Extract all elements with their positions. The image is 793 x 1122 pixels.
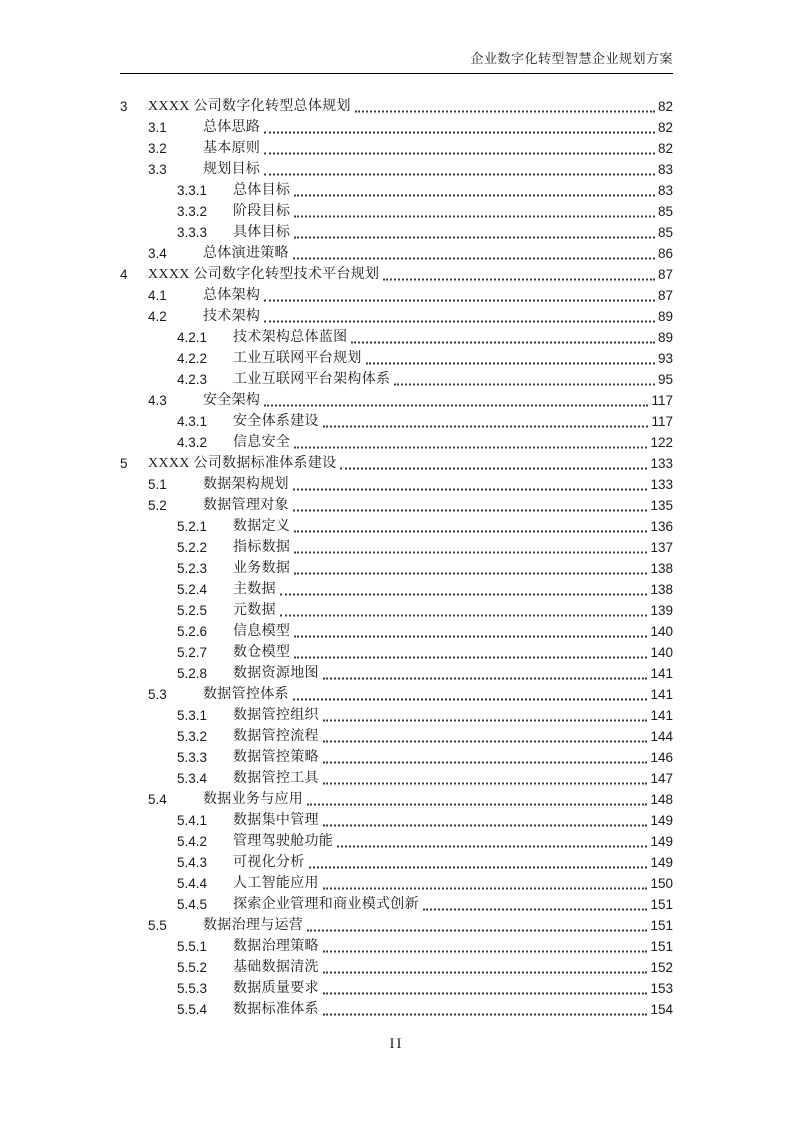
dotted-leader [309, 848, 648, 869]
toc-entry-title: 总体演进策略 [203, 246, 289, 261]
toc-entry-title: 安全架构 [203, 393, 261, 408]
toc-entry-page: 133 [650, 477, 673, 492]
toc-entry-title: XXXX 公司数据标准体系建设 [148, 456, 337, 471]
toc-entry-number: 4.2.3 [177, 372, 208, 387]
toc-entry-page: 135 [650, 498, 673, 513]
toc-entry-title: 数据架构规划 [203, 477, 289, 492]
toc-entry-page: 85 [657, 225, 673, 240]
toc-entry-page: 137 [650, 540, 673, 555]
toc-entry-page: 95 [657, 372, 673, 387]
toc-entry-number: 5.5.4 [177, 1002, 208, 1017]
toc-entry-number: 3.1 [148, 120, 167, 135]
dotted-leader [323, 974, 648, 995]
toc-entry-page: 141 [650, 666, 673, 681]
page-footer [0, 1036, 793, 1053]
toc-entry-title: 技术架构总体蓝图 [233, 330, 348, 345]
toc-entry-page: 150 [650, 876, 673, 891]
toc-entry-number: 4.3.1 [177, 414, 208, 429]
toc-entry-page: 138 [650, 582, 673, 597]
dotted-leader [294, 638, 647, 659]
toc-entry-title: 可视化分析 [233, 855, 305, 870]
toc-entry-title: 数据管控流程 [233, 729, 319, 744]
toc-entry-page: 151 [650, 897, 673, 912]
dotted-leader [323, 806, 648, 827]
toc-entry-title: 具体目标 [233, 225, 291, 240]
dotted-leader [294, 512, 647, 533]
toc-entry-number: 3.3.1 [177, 183, 208, 198]
toc-entry-number: 4.2.2 [177, 351, 208, 366]
toc-entry-page: 149 [650, 813, 673, 828]
toc-entry-page: 87 [657, 288, 673, 303]
toc-entry-number: 5.5.1 [177, 939, 208, 954]
toc-entry-title: 数据管控策略 [233, 750, 319, 765]
toc-entry-number: 5.3 [148, 687, 167, 702]
toc-entry-number: 5.2.5 [177, 603, 208, 618]
dotted-leader [394, 365, 655, 386]
toc-entry-page: 151 [650, 918, 673, 933]
toc-entry-page: 154 [650, 1002, 673, 1017]
header-title: 企业数字化转型智慧企业规划方案 [470, 51, 673, 66]
dotted-leader [323, 722, 648, 743]
toc-entry-number: 5.4.4 [177, 876, 208, 891]
dotted-leader [323, 869, 648, 890]
toc-entry-number: 5.5.3 [177, 981, 208, 996]
toc-entry-title: 阶段目标 [233, 204, 291, 219]
toc-entry-page: 151 [650, 939, 673, 954]
toc-entry-page: 149 [650, 834, 673, 849]
toc-entry-title: 数据管理对象 [203, 498, 289, 513]
dotted-leader [351, 323, 655, 344]
toc-entry-title: 信息模型 [233, 624, 291, 639]
dotted-leader [264, 281, 655, 302]
toc-entry-title: 数据标准体系 [233, 1002, 319, 1017]
dotted-leader [337, 827, 647, 848]
dotted-leader [294, 218, 655, 239]
toc-entry-number: 3.3.2 [177, 204, 208, 219]
toc-entry-number: 4 [120, 267, 128, 282]
toc-entry-title: XXXX 公司数字化转型技术平台规划 [148, 267, 380, 282]
dotted-leader [294, 428, 647, 449]
toc-entry-page: 136 [650, 519, 673, 534]
toc-entry-page: 82 [657, 141, 673, 156]
dotted-leader [323, 932, 648, 953]
toc-entry-title: 数据管控工具 [233, 771, 319, 786]
toc-entry-number: 5.5 [148, 918, 167, 933]
toc-entry-number: 3.3.3 [177, 225, 208, 240]
toc-entry-title: 数仓模型 [233, 645, 291, 660]
toc-entry-page: 153 [650, 981, 673, 996]
toc-entry-number: 3 [120, 99, 128, 114]
toc-entry-number: 5.5.2 [177, 960, 208, 975]
toc-entry-title: 业务数据 [233, 561, 291, 576]
toc-entry-number: 4.3 [148, 393, 167, 408]
toc-entry[interactable] [120, 999, 673, 1020]
toc-entry-title: 数据管控组织 [233, 708, 319, 723]
dotted-leader [294, 197, 655, 218]
footer-page-number: II [389, 1036, 404, 1052]
toc-entry-title: 数据集中管理 [233, 813, 319, 828]
dotted-leader [293, 491, 648, 512]
dotted-leader [264, 134, 655, 155]
toc-entry-page: 93 [657, 351, 673, 366]
toc-entry-title: 管理驾驶舱功能 [233, 834, 334, 849]
page-header [120, 50, 673, 74]
toc-entry-page: 141 [650, 708, 673, 723]
toc-entry-title: 规划目标 [203, 162, 261, 177]
toc-entry-number: 5.2.4 [177, 582, 208, 597]
toc-entry-number: 3.3 [148, 162, 167, 177]
dotted-leader [294, 554, 647, 575]
toc-entry-number: 5.3.3 [177, 750, 208, 765]
toc-entry-page: 140 [650, 624, 673, 639]
toc-entry-title: 总体目标 [233, 183, 291, 198]
toc-entry-title: 总体思路 [203, 120, 261, 135]
toc-entry-page: 82 [657, 99, 673, 114]
toc-entry-page: 139 [650, 603, 673, 618]
toc-entry-title: 数据资源地图 [233, 666, 319, 681]
toc-entry-number: 5.2.8 [177, 666, 208, 681]
toc-entry-number: 4.2 [148, 309, 167, 324]
dotted-leader [323, 995, 648, 1016]
dotted-leader [340, 449, 647, 470]
toc-entry-title: 基础数据清洗 [233, 960, 319, 975]
dotted-leader [323, 701, 648, 722]
toc-entry-title: 元数据 [233, 603, 276, 618]
dotted-leader [323, 659, 648, 680]
toc-entry-page: 86 [657, 246, 673, 261]
toc-entry-number: 5.2.6 [177, 624, 208, 639]
toc-entry-number: 5 [120, 456, 128, 471]
toc-entry-page: 141 [650, 687, 673, 702]
dotted-leader [307, 911, 647, 932]
toc-entry-page: 82 [657, 120, 673, 135]
dotted-leader [280, 575, 648, 596]
toc-entry-title: 人工智能应用 [233, 876, 319, 891]
toc-entry-title: 基本原则 [203, 141, 261, 156]
toc-entry-page: 83 [657, 162, 673, 177]
toc-entry-number: 3.4 [148, 246, 167, 261]
dotted-leader [264, 113, 655, 134]
toc-entry-page: 149 [650, 855, 673, 870]
toc-entry-page: 89 [657, 309, 673, 324]
toc-entry-number: 5.2.7 [177, 645, 208, 660]
toc-entry-title: 工业互联网平台架构体系 [233, 372, 391, 387]
dotted-leader [294, 176, 655, 197]
toc-entry-title: 数据治理与运营 [203, 918, 304, 933]
toc-entry-page: 122 [650, 435, 673, 450]
dotted-leader [307, 785, 647, 806]
toc-entry-title: 安全体系建设 [233, 414, 319, 429]
toc-entry-title: 数据管控体系 [203, 687, 289, 702]
dotted-leader [280, 596, 648, 617]
dotted-leader [264, 155, 655, 176]
dotted-leader [294, 617, 647, 638]
toc-entry-number: 5.2 [148, 498, 167, 513]
toc-entry-title: 数据治理策略 [233, 939, 319, 954]
toc-entry-title: 数据业务与应用 [203, 792, 304, 807]
dotted-leader [323, 743, 648, 764]
toc-entry-number: 5.2.1 [177, 519, 208, 534]
toc-entry-title: 探索企业管理和商业模式创新 [233, 897, 419, 912]
toc-entry-number: 4.2.1 [177, 330, 208, 345]
toc-entry-number: 4.1 [148, 288, 167, 303]
toc-entry-number: 5.3.1 [177, 708, 208, 723]
toc-list [120, 96, 673, 1020]
toc-entry-number: 5.1 [148, 477, 167, 492]
dotted-leader [383, 260, 655, 281]
toc-entry-page: 89 [657, 330, 673, 345]
toc-entry-page: 117 [651, 414, 673, 429]
toc-entry-page: 83 [657, 183, 673, 198]
toc-entry-number: 5.3.4 [177, 771, 208, 786]
dotted-leader [293, 239, 655, 260]
toc-entry-number: 5.4.1 [177, 813, 208, 828]
dotted-leader [293, 470, 648, 491]
dotted-leader [264, 386, 648, 407]
dotted-leader [294, 533, 647, 554]
toc-entry-page: 146 [650, 750, 673, 765]
dotted-leader [323, 407, 649, 428]
toc-entry-page: 144 [650, 729, 673, 744]
toc-entry-page: 85 [657, 204, 673, 219]
toc-entry-number: 3.2 [148, 141, 167, 156]
toc-entry-title: 工业互联网平台规划 [233, 351, 362, 366]
toc-entry-page: 147 [650, 771, 673, 786]
toc-entry-number: 5.4 [148, 792, 167, 807]
toc-entry-page: 148 [650, 792, 673, 807]
toc-entry-page: 152 [650, 960, 673, 975]
toc-entry-title: 信息安全 [233, 435, 291, 450]
toc-entry-title: 技术架构 [203, 309, 261, 324]
toc-entry-page: 133 [650, 456, 673, 471]
dotted-leader [323, 764, 648, 785]
toc-entry-title: 数据定义 [233, 519, 291, 534]
toc-entry-number: 5.2.3 [177, 561, 208, 576]
toc-entry-number: 5.2.2 [177, 540, 208, 555]
toc-entry-number: 4.3.2 [177, 435, 208, 450]
toc-entry-page: 138 [650, 561, 673, 576]
dotted-leader [264, 302, 655, 323]
toc-entry-page: 87 [657, 267, 673, 282]
toc-entry-title: XXXX 公司数字化转型总体规划 [148, 99, 351, 114]
toc-entry-title: 数据质量要求 [233, 981, 319, 996]
toc-entry-number: 5.4.3 [177, 855, 208, 870]
dotted-leader [293, 680, 648, 701]
toc-entry-number: 5.4.2 [177, 834, 208, 849]
toc-entry-number: 5.3.2 [177, 729, 208, 744]
toc-entry-page: 140 [650, 645, 673, 660]
toc-entry-number: 5.4.5 [177, 897, 208, 912]
dotted-leader [355, 92, 655, 113]
toc-entry-title: 主数据 [233, 582, 276, 597]
toc-entry-title: 总体架构 [203, 288, 261, 303]
dotted-leader [366, 344, 655, 365]
toc-entry-page: 117 [651, 393, 673, 408]
dotted-leader [423, 890, 648, 911]
toc-entry-title: 指标数据 [233, 540, 291, 555]
dotted-leader [323, 953, 648, 974]
